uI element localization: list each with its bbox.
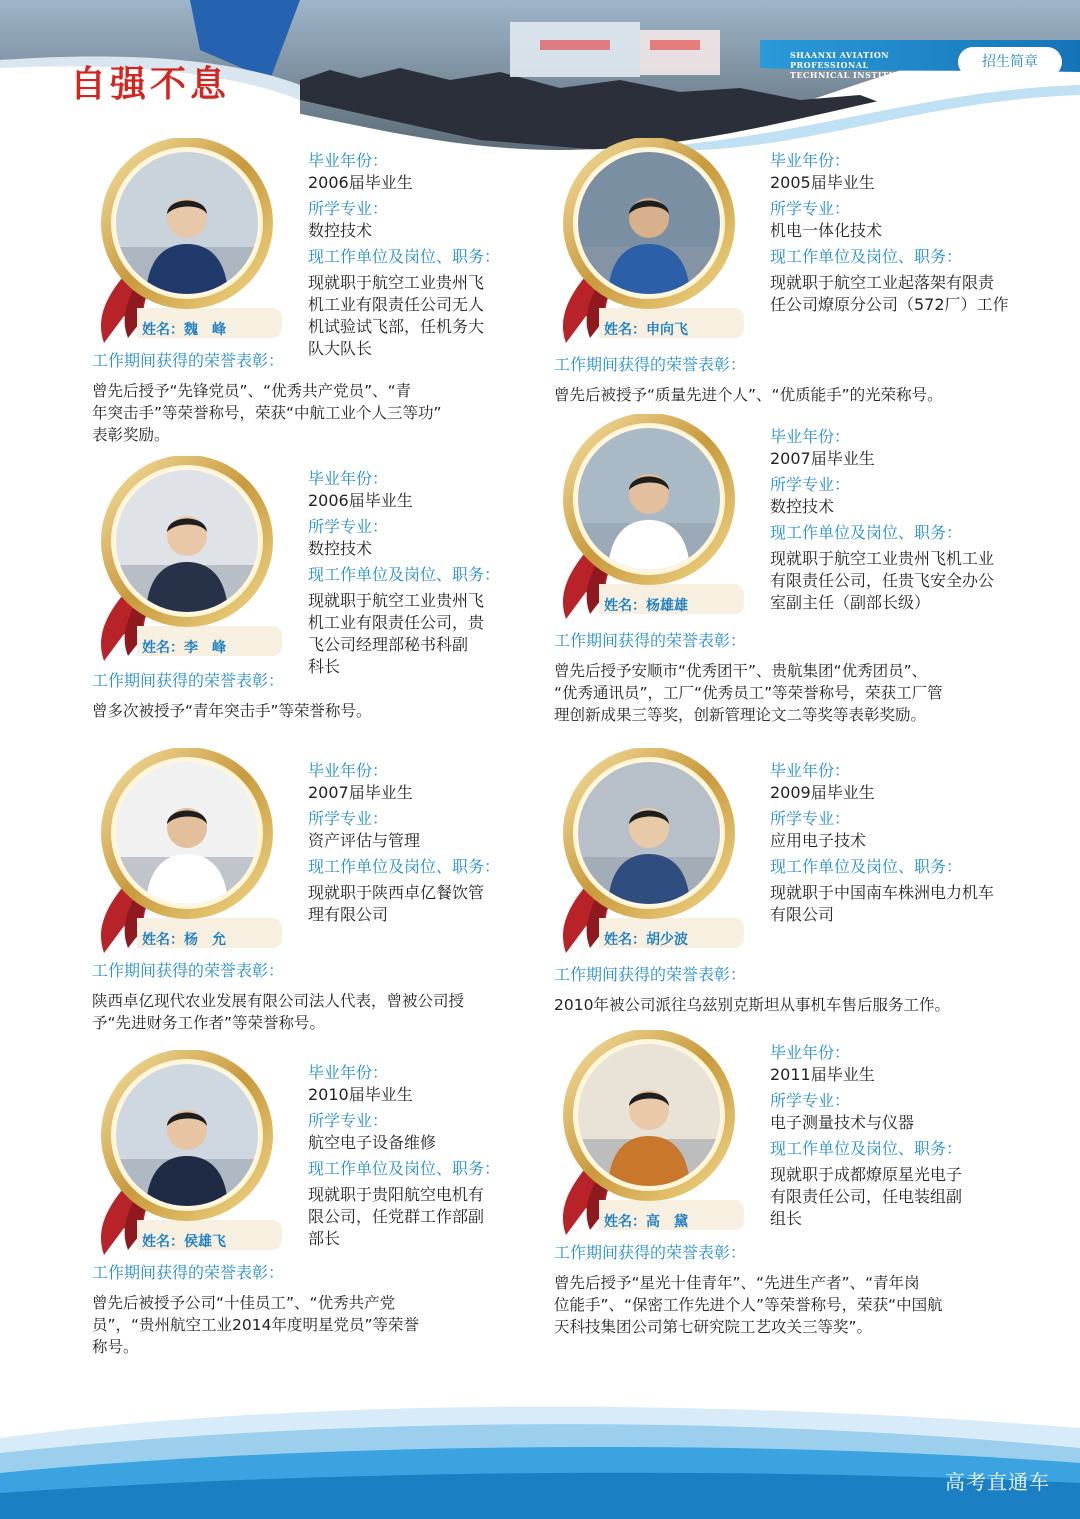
alumni-photo [578,428,720,570]
alumni-name: 姓名：高 黛 [604,1214,688,1230]
honors-label: 工作期间获得的荣誉表彰： [554,355,747,374]
honors-text-line: “优秀通讯员”，工厂“优秀员工”等荣誉称号，荣获工厂管 [554,684,943,702]
honors-text [92,1292,548,1358]
alumni-info [308,760,548,926]
school-name-en-line1: SHAANXI AVIATION PROFESSIONAL [790,50,890,70]
job-value-line: 现就职于航空工业贵州飞 [308,273,485,292]
alumni-photo [116,762,258,904]
major-label: 所学专业： [770,199,851,218]
year-label: 毕业年份： [770,761,851,780]
job-label: 现工作单位及岗位、职务： [308,1159,501,1178]
job-value-line: 队大队长 [308,339,373,358]
honors-text [92,990,548,1034]
job-value-line: 飞公司经理部秘书科副 [308,635,469,654]
honors-label: 工作期间获得的荣誉表彰： [554,631,747,650]
job-value-line: 有限责任公司，任电装组副 [770,1187,963,1206]
major-label: 所学专业： [770,809,851,828]
job-value-line: 机工业有限责任公司，贵 [308,613,485,632]
job-label: 现工作单位及岗位、职务： [308,247,501,266]
watermark: 高考直通车 [945,1470,1050,1494]
major-value: 机电一体化技术 [770,221,883,240]
alumni-name: 姓名：魏 峰 [142,322,226,338]
job-value [308,272,548,360]
job-value-line: 有限责任公司，任贵飞安全办公 [770,571,995,590]
year-label: 毕业年份： [308,469,389,488]
graduation-year: 2009届毕业生 [770,783,875,802]
alumni-info [308,150,548,360]
job-value-line: 现就职于中国南车株洲电力机车 [770,883,995,902]
job-value-line: 现就职于成都燎原星光电子 [770,1165,963,1184]
honors-text-line: 2010年被公司派往乌兹别克斯坦从事机车售后服务工作。 [554,996,950,1014]
honors-text [92,380,548,446]
year-label: 毕业年份： [308,151,389,170]
job-value [308,882,548,926]
alumni-card [92,1050,552,1356]
honors-text [92,700,548,722]
year-label: 毕业年份： [770,1043,851,1062]
job-value-line: 室副主任（副部长级） [770,593,931,612]
honors-text-line: 曾先后被授予公司“十佳员工”、“优秀共产党 [92,1294,396,1312]
graduation-year: 2006届毕业生 [308,491,413,510]
honors-text-line: 理创新成果三等奖，创新管理论文二等奖等表彰奖励。 [554,706,927,724]
honors-text-line: 曾先后授予安顺市“优秀团干”、贵航集团“优秀团员”、 [554,662,928,680]
graduation-year: 2005届毕业生 [770,173,875,192]
honors-text [554,384,1010,406]
year-label: 毕业年份： [308,761,389,780]
job-value-line: 有限公司 [770,905,835,924]
school-name-en-line2: TECHNICAL INSTITUTE [790,70,910,80]
graduation-year: 2011届毕业生 [770,1065,875,1084]
honors-text-line: 曾多次被授予“青年突击手”等荣誉称号。 [92,702,372,720]
graduation-year: 2006届毕业生 [308,173,413,192]
honors-label: 工作期间获得的荣誉表彰： [554,965,747,984]
honors-label: 工作期间获得的荣誉表彰： [92,351,285,370]
job-value [770,272,1010,316]
honors-label: 工作期间获得的荣誉表彰： [554,1243,747,1262]
alumni-info [308,1062,548,1250]
alumni-name: 姓名：侯雄飞 [142,1234,226,1250]
alumni-card [92,748,552,1032]
alumni-info [770,150,1010,316]
year-label: 毕业年份： [770,427,851,446]
job-value [770,548,1010,614]
job-value-line: 现就职于陕西卓亿餐饮管 [308,883,485,902]
honors-text-line: 表彰奖励。 [92,426,170,444]
job-value-line: 科长 [308,657,341,676]
graduation-year: 2007届毕业生 [770,449,875,468]
alumni-name: 姓名：杨雄雄 [604,598,688,614]
alumni-card [554,748,1014,1014]
job-value [308,590,548,678]
job-label: 现工作单位及岗位、职务： [308,857,501,876]
job-value [308,1184,548,1250]
honors-text-line: 称号。 [92,1338,139,1356]
job-value-line: 现就职于贵阳航空电机有 [308,1185,485,1204]
job-label: 现工作单位及岗位、职务： [770,523,963,542]
job-label: 现工作单位及岗位、职务： [770,1139,963,1158]
major-value: 数控技术 [770,497,835,516]
job-value-line: 部长 [308,1229,341,1248]
major-value: 数控技术 [308,539,373,558]
alumni-photo [578,1044,720,1186]
major-value: 电子测量技术与仪器 [770,1113,915,1132]
job-label: 现工作单位及岗位、职务： [770,247,963,266]
major-label: 所学专业： [770,1091,851,1110]
honors-label: 工作期间获得的荣誉表彰： [92,961,285,980]
alumni-card [554,414,1014,724]
major-value: 数控技术 [308,221,373,240]
major-label: 所学专业： [308,809,389,828]
alumni-card [92,456,552,720]
school-name-en [790,50,950,80]
graduation-year: 2010届毕业生 [308,1085,413,1104]
alumni-info [770,1042,1010,1230]
job-value-line: 机工业有限责任公司无人 [308,295,485,314]
alumni-photo [116,470,258,612]
honors-text-line: 予“先进财务工作者”等荣誉称号。 [92,1014,326,1032]
job-label: 现工作单位及岗位、职务： [770,857,963,876]
major-label: 所学专业： [308,1111,389,1130]
honors-text-line: 曾先后授予“先锋党员”、“优秀共产党员”、“青 [92,382,412,400]
major-label: 所学专业： [308,199,389,218]
alumni-photo [578,152,720,294]
alumni-name: 姓名：申向飞 [604,322,688,338]
honors-text-line: 曾先后被授予“质量先进个人”、“优质能手”的光荣称号。 [554,386,943,404]
job-value-line: 理有限公司 [308,905,389,924]
alumni-card [554,138,1014,404]
alumni-info [770,760,1010,926]
honors-text-line: 曾先后授予“星光十佳青年”、“先进生产者”、“青年岗 [554,1274,920,1292]
major-value: 资产评估与管理 [308,831,421,850]
job-value-line: 现就职于航空工业贵州飞机工业 [770,549,995,568]
honors-text-line: 天科技集团公司第七研究院工艺攻关三等奖”。 [554,1318,873,1336]
job-value-line: 任公司燎原分公司（572厂）工作 [770,295,1009,314]
brochure-tab: 招生简章 [958,47,1062,77]
year-label: 毕业年份： [308,1063,389,1082]
alumni-photo [116,152,258,294]
alumni-name: 姓名：李 峰 [142,640,226,656]
honors-text [554,660,1010,726]
footer-wave-illustration [0,1398,1080,1519]
job-value-line: 现就职于航空工业起落架有限责 [770,273,995,292]
honors-text-line: 位能手”、“保密工作先进个人”等荣誉称号，荣获“中国航 [554,1296,943,1314]
header-banner [0,0,1080,150]
alumni-card [554,1030,1014,1336]
major-value: 应用电子技术 [770,831,867,850]
year-label: 毕业年份： [770,151,851,170]
job-label: 现工作单位及岗位、职务： [308,565,501,584]
honors-label: 工作期间获得的荣誉表彰： [92,1263,285,1282]
banner-slogan: 自强不息 [70,63,231,105]
honors-text [554,1272,1010,1338]
alumni-card [92,138,552,444]
alumni-name: 姓名：杨 允 [142,932,226,948]
job-value-line: 限公司，任党群工作部副 [308,1207,485,1226]
job-value-line: 组长 [770,1209,803,1228]
alumni-info [308,468,548,678]
alumni-photo [116,1064,258,1206]
honors-text-line: 员”，“贵州航空工业2014年度明星党员”等荣誉 [92,1316,420,1334]
job-value [770,882,1010,926]
job-value [770,1164,1010,1230]
alumni-name: 姓名：胡少波 [604,932,688,948]
honors-text-line: 陕西卓亿现代农业发展有限公司法人代表，曾被公司授 [92,992,465,1010]
alumni-info [770,426,1010,614]
major-label: 所学专业： [308,517,389,536]
major-label: 所学专业： [770,475,851,494]
honors-text [554,994,1010,1016]
graduation-year: 2007届毕业生 [308,783,413,802]
job-value-line: 机试验试飞部，任机务大 [308,317,485,336]
major-value: 航空电子设备维修 [308,1133,437,1152]
honors-text-line: 年突击手”等荣誉称号，荣获“中航工业个人三等功” [92,404,442,422]
job-value-line: 现就职于航空工业贵州飞 [308,591,485,610]
honors-label: 工作期间获得的荣誉表彰： [92,671,285,690]
footer-wave [0,1398,1080,1519]
alumni-photo [578,762,720,904]
